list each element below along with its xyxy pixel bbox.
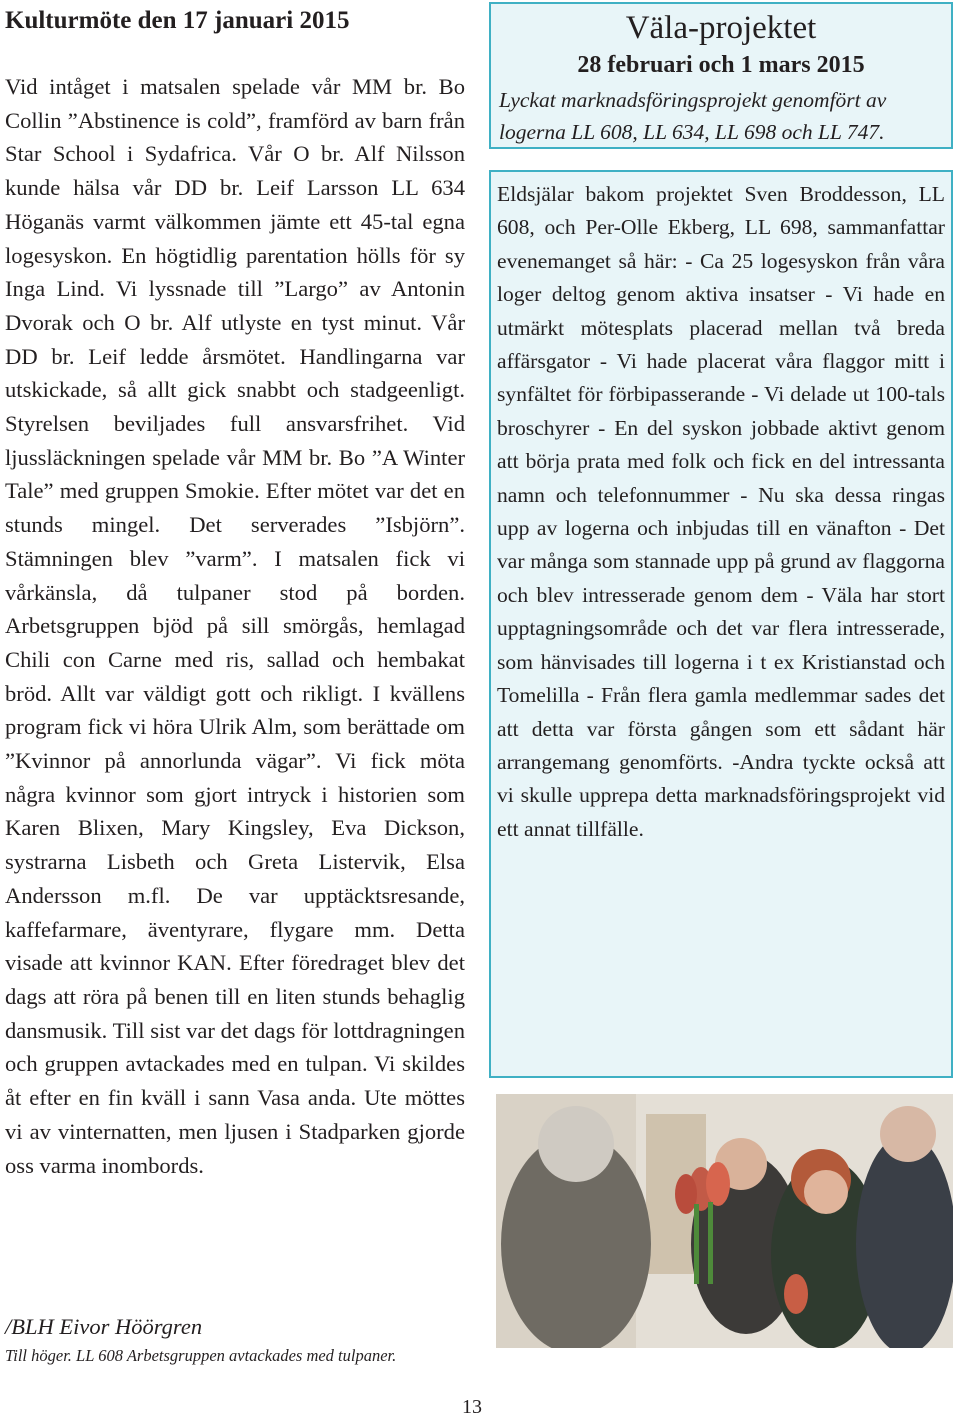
vala-intro: Eldsjälar bakom projektet Sven Broddesson, LL 608, och Per-Olle Ekberg, LL 698, sammanfattar evenemanget så här: [497,182,945,273]
vala-point: - Vi hade placerat våra flaggor mitt i synfältet för förbipasserande [497,349,945,407]
vala-point: - Det var många som stannade upp på grund av flaggorna och blev intresserade genom dem [497,516,945,607]
vala-point: - Väla har stort upptagningsområde och det var flera intresserade, som hänvisades till logerna i t ex Kristianstad och Tomelilla [497,582,945,708]
vala-point: - Vi hade en utmärkt mötesplats placerad mellan två breda affärsgator [497,282,946,374]
vala-summary-box [489,170,953,1078]
group-photo-illustration [496,1094,953,1348]
vala-header-box [489,2,953,149]
photo-caption: Till höger. LL 608 Arbetsgruppen avtackades med tulpaner. [5,1346,397,1365]
vala-point: -Andra tyckte också att vi skulle upprepa detta marknadsföringsprojekt vid ett annat tillfälle. [497,749,945,841]
vala-point: - Nu ska dessa ringas upp av logerna och inbjudas till en vänafton [497,482,945,541]
vala-summary-text [497,178,945,846]
vala-point: - Från flera gamla medlemmar sades det att detta var första gången som ett sådant här arrangemang genomförts. [497,683,945,774]
article-title: Kulturmöte den 17 januari 2015 [5,7,350,34]
group-photo [496,1094,953,1348]
vala-title: Väla-projektet [625,10,817,46]
vala-point: - Vi delade ut 100-tals broschyrer [497,382,945,440]
vala-subtitle: Lyckat marknadsföringsprojekt genomfört av logerna LL 608, LL 634, LL 698 och LL 747. [499,88,887,144]
article-body: Vid intåget i matsalen spelade vår MM br. Bo Collin ”Abstinence is cold”, framförd av barn från Star School i Sydafrica. Vår O br. Alf Nilsson kunde hälsa vår DD br. Leif Larsson LL 634 Höganäs varmt välkommen jämte ett 45-tal egna logesyskon. En högtidlig parentation hölls för sy Inga Lind. Vi lyssnade till ”Largo” av Antonin Dvorak och O br. Alf utlyste en tyst minut. Vår DD br. Leif ledde årsmötet. Handlingarna var utskickade, så allt gick snabbt och stadgeenligt. Styrelsen beviljades full ansvarsfrihet. Vid ljussläckningen spelade vår MM br. Bo ”A Winter Tale” med gruppen Smokie. Efter mötet var det en stunds mingel. Det serverades ”Isbjörn”. Stämningen blev ”varm”. I matsalen fick vi vårkänsla, då tulpaner stod på borden. Arbetsgruppen bjöd på sill smörgås, hemlagad Chili con Carne med ris, sallad och hembakat bröd. Allt var väldigt gott och rikligt. I kvällens program fick vi höra Ulrik Alm, som berättade om ”Kvinnor på annorlunda vägar”. Vi fick möta några kvinnor som gjort intryck i historien som Karen Blixen, Mary Kingsley, Eva Dickson, systrarna Lisbeth och Greta Listervik, Elsa Andersson m.fl. De var upptäcktsresande, kaffefarmare, äventyrare, flygare mm. Detta visade att kvinnor KAN. Efter föredraget blev det dags att röra på benen till en liten stunds behaglig dansmusik. Till sist var det dags för lottdragningen och gruppen avtackades med en tulpan. Vi skildes åt efter en fin kväll i sann Vasa anda. Ute möttes vi av vinternatten, men ljusen i Stadparken gjorde oss varma inombords. [5,74,465,1178]
vala-point: - Ca 25 logesyskon från våra loger deltog genom aktiva insatser [497,248,946,307]
vala-point: - En del syskon jobbade aktivt genom att börja prata med folk och fick en del intressanta namn och telefonnummer [497,415,945,507]
page-number: 13 [462,1396,482,1418]
vala-date: 28 februari och 1 mars 2015 [577,52,865,78]
article-signature: /BLH Eivor Höörgren [5,1314,203,1339]
